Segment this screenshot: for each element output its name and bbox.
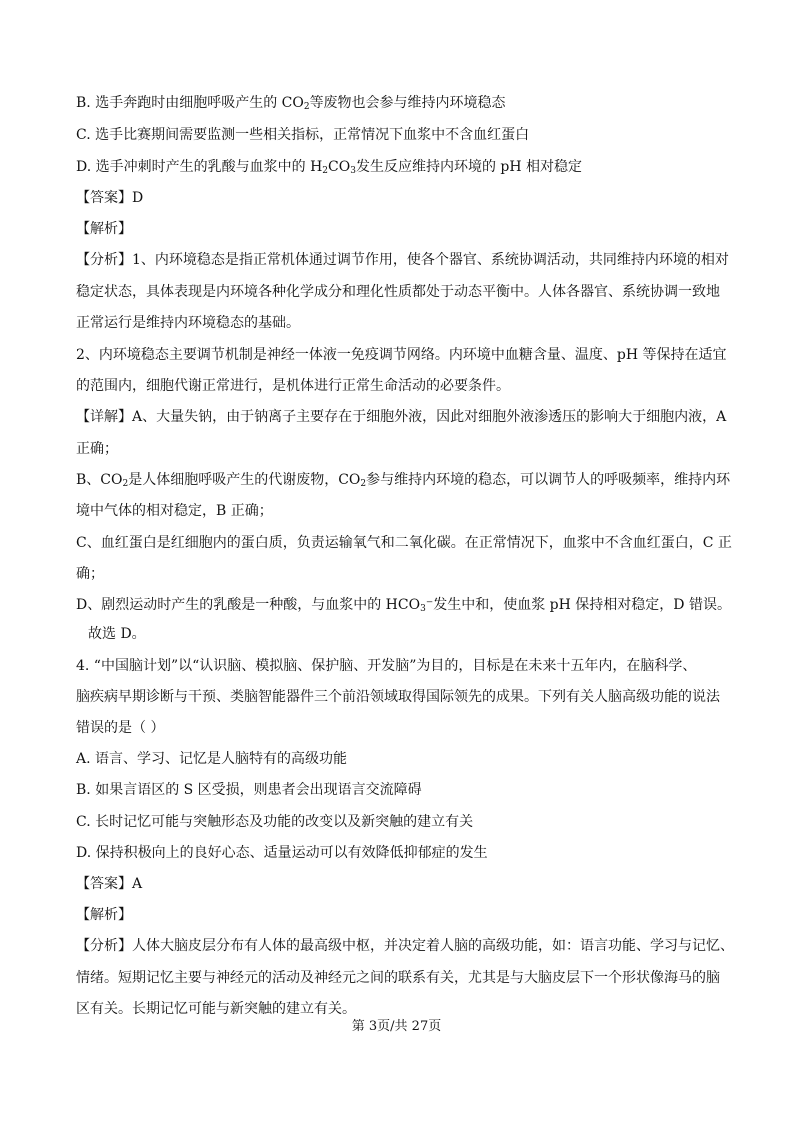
- q3-detail-c: C、血红蛋白是红细胞内的蛋白质，负责运输氧气和二氧化碳。在正常情况下，血浆中不含血红蛋白，C 正: [76, 535, 732, 551]
- q4-analysis-line: 【分析】人体大脑皮层分布有人体的最高级中枢，并决定着人脑的高级功能，如：语言功能、学习与记忆、: [76, 938, 734, 954]
- q4-stem: 4. “中国脑计划”以“认识脑、模拟脑、保护脑、开发脑”为目的，目标是在未来十五年内，在脑科学、: [76, 658, 697, 674]
- q4-stem: 脑疾病早期诊断与干预、类脑智能器件三个前沿领域取得国际领先的成果。下列有关人脑高级功能的说法: [76, 689, 720, 705]
- q3-analysis-line: 的范围内，细胞代谢正常进行，是机体进行正常生命活动的必要条件。: [76, 378, 510, 394]
- q3-detail-a: 【详解】A、大量失钠，由于钠离子主要存在于细胞外液，因此对细胞外液渗透压的影响大于细胞内液，A: [76, 409, 727, 425]
- q3-analysis-line: 【分析】1、内环境稳态是指正常机体通过调节作用，使各个器官、系统协调活动，共同维持内环境的相对: [76, 252, 729, 268]
- q3-detail-b: B、$CO_2$是人体细胞呼吸产生的代谢废物，$CO_2$参与维持内环境的稳态，可以调节人的呼吸频率，维持内环: [76, 472, 731, 489]
- q3-option-b: B. 选手奔跑时由细胞呼吸产生的 $CO_2$等废物也会参与维持内环境稳态: [76, 95, 506, 112]
- q3-analysis-line: 稳定状态，具体表现是内环境各种化学成分和理化性质都处于动态平衡中。人体各器官、系统协调一致地: [76, 284, 720, 300]
- q3-answer: 【答案】D: [76, 190, 144, 206]
- q3-conclusion: 故选 D。: [88, 626, 146, 642]
- q4-option-b: B. 如果言语区的 S 区受损，则患者会出现语言交流障碍: [76, 782, 422, 798]
- q3-option-d: D. 选手冲刺时产生的乳酸与血浆中的 $H_2CO_3$发生反应维持内环境的 pH 相对稳定: [76, 159, 583, 176]
- page-number: 第 3页/共 27页: [351, 1019, 442, 1034]
- q3-detail-c-cont: 确；: [76, 566, 104, 582]
- q4-option-c: C. 长时记忆可能与突触形态及功能的改变以及新突触的建立有关: [76, 814, 474, 830]
- q4-option-a: A. 语言、学习、记忆是人脑特有的高级功能: [76, 751, 348, 767]
- q4-analysis-line: 情绪。短期记忆主要与神经元的活动及神经元之间的联系有关，尤其是与大脑皮层下一个形状像海马的脑: [76, 970, 720, 986]
- q3-detail-d: D、剧烈运动时产生的乳酸是一种酸，与血浆中的 $HCO_3^-$发生中和，使血浆 pH 保持相对稳定，D 错误。: [76, 597, 731, 614]
- q3-analysis-label: 【解析】: [76, 221, 132, 237]
- q4-stem: 错误的是（ ）: [76, 720, 165, 736]
- q3-option-c: C. 选手比赛期间需要监测一些相关指标，正常情况下血浆中不含血红蛋白: [76, 127, 530, 143]
- q4-option-d: D. 保持积极向上的良好心态、适量运动可以有效降低抑郁症的发生: [76, 845, 488, 861]
- q3-analysis-line: 2、内环境稳态主要调节机制是神经一体液一免疫调节网络。内环境中血糖含量、温度、pH 等保持在适宜: [76, 347, 727, 363]
- q3-analysis-line: 正常运行是维持内环境稳态的基础。: [76, 315, 300, 331]
- q4-analysis-line: 区有关。长期记忆可能与新突触的建立有关。: [76, 1001, 356, 1017]
- q3-detail-a-cont: 正确；: [76, 441, 118, 457]
- q3-detail-b-cont: 境中气体的相对稳定，B 正确；: [76, 503, 273, 519]
- q4-answer: 【答案】A: [76, 876, 143, 892]
- q4-analysis-label: 【解析】: [76, 907, 132, 923]
